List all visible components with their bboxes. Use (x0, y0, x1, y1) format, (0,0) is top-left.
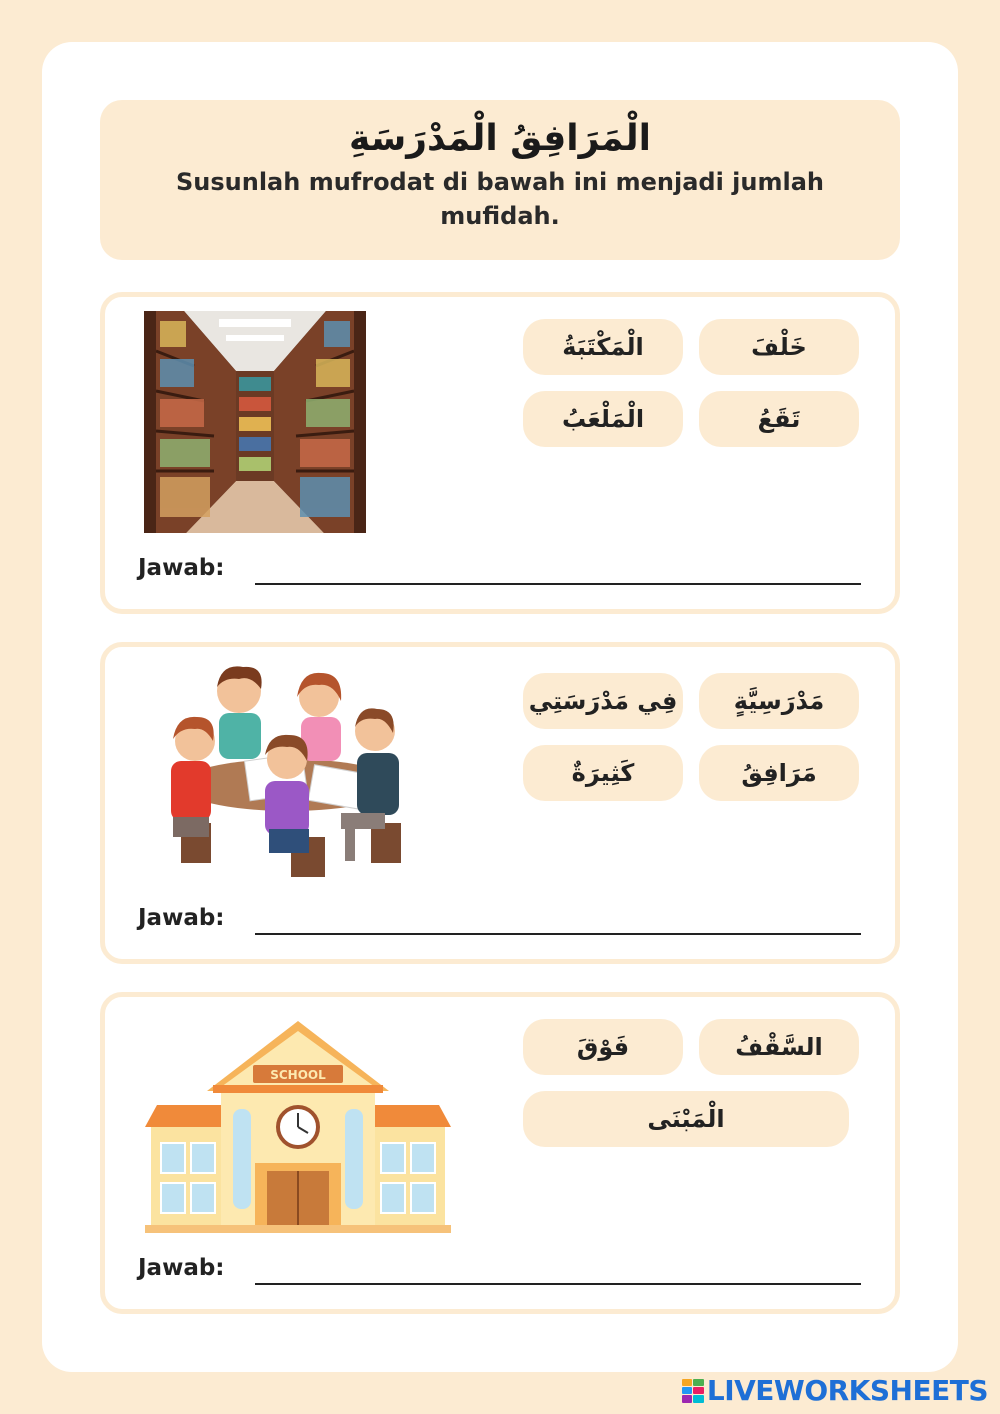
answer-input-line[interactable] (255, 583, 861, 585)
instruction-text: Susunlah mufrodat di bawah ini menjadi jumlah mufidah. (176, 168, 824, 230)
school-sign-text: SCHOOL (270, 1068, 326, 1082)
brand-name: LIVEWORKSHEETS (706, 1374, 988, 1407)
question-card-1 (100, 292, 900, 614)
question-card-3 (100, 992, 900, 1314)
liveworksheets-logo-icon (682, 1379, 704, 1403)
word-chip-3[interactable]: تَقَعُ (699, 391, 859, 447)
word-chip-2[interactable]: الْمَكْتَبَةُ (523, 319, 683, 375)
liveworksheets-logo[interactable] (682, 1374, 988, 1407)
school-building-illustration (145, 1017, 451, 1235)
answer-input-line[interactable] (255, 933, 861, 935)
answer-label: Jawab: (138, 905, 225, 931)
word-chip-2[interactable]: فِي مَدْرَسَتِي (523, 673, 683, 729)
answer-input-line[interactable] (255, 1283, 861, 1285)
word-chip-1[interactable]: السَّقْفُ (699, 1019, 859, 1075)
children-studying-at-table-illustration (161, 657, 417, 883)
word-chip-2[interactable]: فَوْقَ (523, 1019, 683, 1075)
library-bookshelves-illustration (144, 311, 366, 533)
word-chip-3[interactable]: مَرَافِقُ (699, 745, 859, 801)
word-chip-3[interactable]: الْمَبْنَى (523, 1091, 849, 1147)
word-chip-1[interactable]: خَلْفَ (699, 319, 859, 375)
word-chip-4[interactable]: الْمَلْعَبُ (523, 391, 683, 447)
answer-label: Jawab: (138, 1255, 225, 1281)
worksheet-header (100, 100, 900, 260)
page-title: الْمَرَافِقُ الْمَدْرَسَةِ (348, 118, 652, 159)
answer-label: Jawab: (138, 555, 225, 581)
word-chip-1[interactable]: مَدْرَسِيَّةٍ (699, 673, 859, 729)
question-card-2 (100, 642, 900, 964)
word-chip-4[interactable]: كَثِيرَةٌ (523, 745, 683, 801)
